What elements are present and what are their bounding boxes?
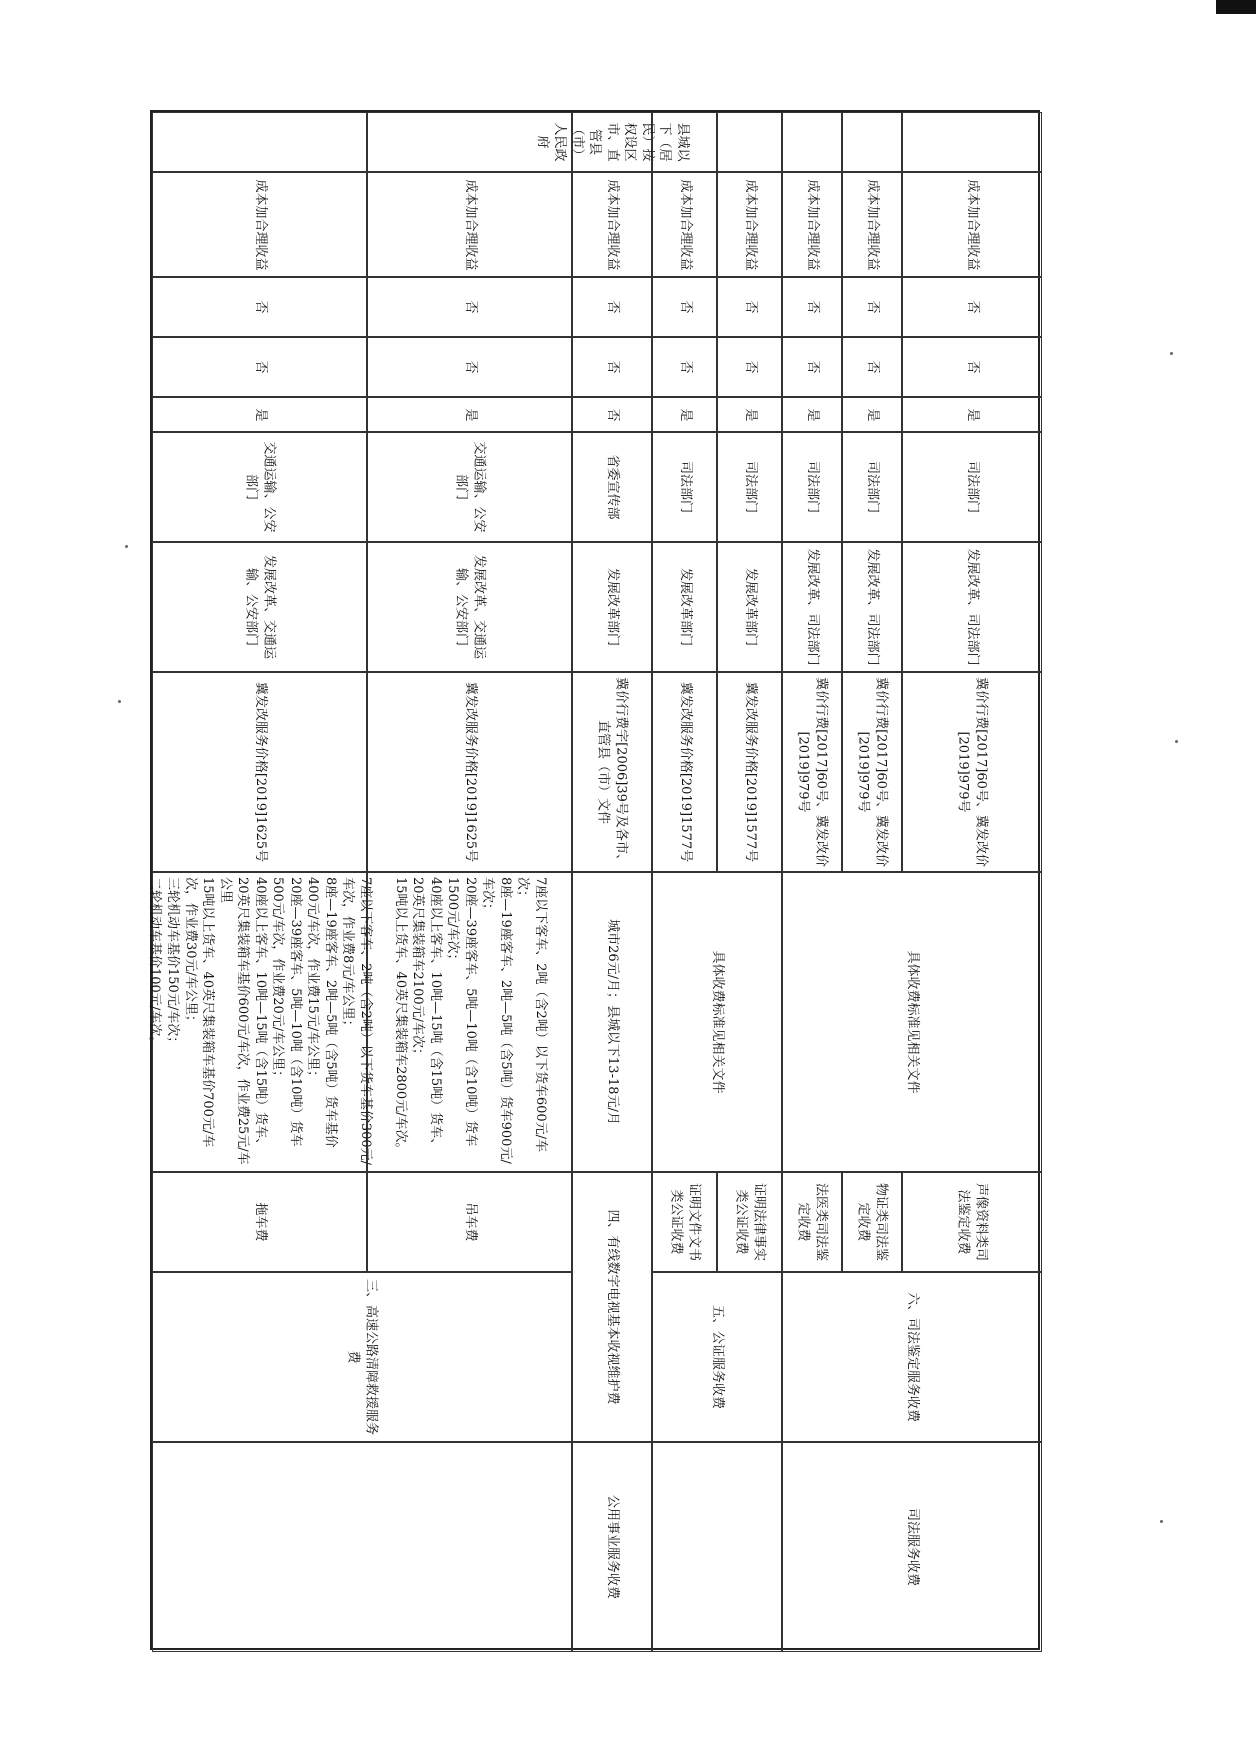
cell-standard	[782, 872, 1042, 1172]
cell-dept2-text: 司法部门	[742, 460, 758, 513]
cell-a-text: 是	[252, 407, 268, 421]
cell-basis	[652, 672, 717, 872]
cell-c-text: 否	[677, 300, 693, 314]
cell-c	[367, 277, 572, 337]
cell-sub	[902, 1172, 1042, 1272]
cell-a	[782, 397, 842, 432]
cell-sub-text: 吊车费	[462, 1202, 478, 1242]
cell-basis	[902, 672, 1042, 872]
cell-item	[572, 1172, 652, 1442]
cell-c	[902, 277, 1042, 337]
cell-sub	[842, 1172, 902, 1272]
cell-principle	[652, 172, 717, 277]
cell-category-text: 公用事业服务收费	[604, 1494, 620, 1599]
cell-category	[652, 1442, 782, 1652]
cell-sub	[652, 1172, 717, 1272]
cell-principle	[152, 172, 367, 277]
cell-c-text: 否	[964, 300, 980, 314]
cell-dept-text: 发展改革部门	[742, 567, 758, 646]
cell-dept-text: 发展改革部门	[677, 567, 693, 646]
cell-note	[652, 112, 717, 172]
cell-note	[782, 112, 842, 172]
cell-note	[717, 112, 782, 172]
cell-a-text: 是	[804, 407, 820, 421]
cell-basis-text: 冀发改服务价格[2019]1577号	[677, 681, 693, 863]
cell-principle	[902, 172, 1042, 277]
cell-b	[782, 337, 842, 397]
cell-dept2	[717, 432, 782, 542]
cell-principle-text: 成本加合理收益	[742, 178, 758, 270]
cell-principle-text: 成本加合理收益	[864, 178, 880, 270]
cell-basis	[572, 672, 652, 872]
cell-principle-text: 成本加合理收益	[604, 178, 620, 270]
scan-speck	[118, 700, 121, 703]
cell-b-text: 否	[677, 360, 693, 374]
scan-edge-mark	[1216, 0, 1256, 14]
cell-dept-text: 发展改革、司法部门	[964, 548, 980, 666]
cell-dept2	[902, 432, 1042, 542]
cell-b	[572, 337, 652, 397]
cell-a-text: 是	[462, 407, 478, 421]
cell-standard-text: 7座以下客车、2吨（含2吨）以下货车基价300元/车次，作业费8元/车公里； 8座—19座客车、2吨—5吨（含5吨）货车基价400元/车次，作业费15元/车公里； 20座—39座客车、5吨—10吨（含10吨）货车500元/车次，作业费20元/车公里； 40座以上客车、10吨—15吨（含15吨）货车、20英尺集装箱车基价600元/车次，作业费25元/车公里 15吨以上货车、40英尺集装箱车基价700元/车次，作业费30元/车公里； 三轮机动车基价150元/车次； 二轮机动车基价100元/车次。	[146, 877, 373, 1166]
cell-principle	[782, 172, 842, 277]
cell-dept-text: 发展改革、司法部门	[864, 548, 880, 666]
cell-dept	[652, 542, 717, 672]
cell-basis-text: 冀价行费字[2006]39号及各市、直管县（市）文件	[596, 677, 629, 867]
cell-dept2	[842, 432, 902, 542]
cell-c-text: 否	[604, 300, 620, 314]
cell-dept2	[367, 432, 572, 542]
cell-a	[902, 397, 1042, 432]
cell-basis-text: 冀发改服务价格[2019]1625号	[462, 681, 478, 863]
cell-basis-text: 冀价行费[2017]60号、冀发改价[2019]979号	[796, 677, 829, 867]
cell-note	[534, 112, 690, 172]
scan-speck	[1170, 352, 1173, 355]
cell-principle-text: 成本加合理收益	[804, 178, 820, 270]
cell-sub-text: 拖车费	[252, 1202, 268, 1242]
cell-b	[717, 337, 782, 397]
cell-basis-text: 冀价行费[2017]60号、冀发改价[2019]979号	[856, 677, 889, 867]
cell-c	[782, 277, 842, 337]
cell-c-text: 否	[462, 300, 478, 314]
cell-c	[152, 277, 367, 337]
cell-basis-text: 冀发改服务价格[2019]1577号	[742, 681, 758, 863]
cell-dept-text: 发展改革部门	[604, 567, 620, 646]
cell-principle-text: 成本加合理收益	[252, 178, 268, 270]
cell-dept-text: 发展改革、交通运输、公安部门	[243, 554, 277, 659]
cell-basis	[367, 672, 572, 872]
cell-dept2-text: 交通运输、公安部门	[243, 441, 277, 533]
cell-item-text: 六、司法鉴定服务收费	[904, 1291, 920, 1422]
cell-sub	[782, 1172, 842, 1272]
cell-basis-text: 冀发改服务价格[2019]1625号	[252, 681, 268, 863]
cell-category	[572, 1442, 652, 1652]
cell-sub-text: 证明法律事实类公证收费	[733, 1182, 767, 1261]
cell-c-text: 否	[804, 300, 820, 314]
cell-b-text: 否	[252, 360, 268, 374]
scan-speck	[125, 545, 128, 548]
cell-dept2-text: 省委宣传部	[604, 454, 620, 520]
cell-note	[152, 112, 367, 172]
cell-standard-text: 具体收费标准见相关文件	[904, 950, 920, 1094]
scan-speck	[1160, 1520, 1163, 1523]
cell-a-text: 是	[864, 407, 880, 421]
cell-b	[842, 337, 902, 397]
cell-dept-text: 发展改革、交通运输、公安部门	[453, 554, 487, 659]
cell-principle-text: 成本加合理收益	[677, 178, 693, 270]
cell-a-text: 是	[677, 407, 693, 421]
cell-category	[152, 1442, 572, 1652]
cell-c	[652, 277, 717, 337]
cell-principle	[717, 172, 782, 277]
cell-b	[902, 337, 1042, 397]
cell-dept-text: 发展改革、司法部门	[804, 548, 820, 666]
cell-note-text: 县城以下（居民）按权设区市、直管县（市）人民政府	[534, 122, 690, 162]
cell-b-text: 否	[804, 360, 820, 374]
cell-note	[902, 112, 1042, 172]
cell-a	[367, 397, 572, 432]
cell-b	[652, 337, 717, 397]
cell-a-text: 否	[604, 407, 620, 421]
cell-sub-text: 声像资料类司法鉴定收费	[956, 1182, 989, 1261]
cell-category	[782, 1442, 1042, 1652]
cell-dept	[782, 542, 842, 672]
cell-a	[152, 397, 367, 432]
cell-dept2-text: 司法部门	[677, 460, 693, 513]
cell-sub	[152, 1172, 367, 1272]
cell-sub	[367, 1172, 572, 1272]
fee-table	[146, 110, 1040, 1650]
cell-item-text: 四、有线数字电视基本收视维护费	[604, 1209, 620, 1405]
cell-b-text: 否	[604, 360, 620, 374]
cell-basis	[152, 672, 367, 872]
cell-sub-text: 法医类司法鉴定收费	[796, 1182, 829, 1261]
cell-a	[717, 397, 782, 432]
cell-b-text: 否	[742, 360, 758, 374]
cell-dept2	[652, 432, 717, 542]
cell-dept2	[572, 432, 652, 542]
cell-principle	[842, 172, 902, 277]
cell-principle	[572, 172, 652, 277]
cell-dept2-text: 司法部门	[964, 460, 980, 513]
cell-c	[717, 277, 782, 337]
cell-dept	[717, 542, 782, 672]
cell-a	[842, 397, 902, 432]
cell-item-text: 三、高速公路清障救援服务费	[346, 1278, 379, 1435]
cell-dept2-text: 司法部门	[804, 460, 820, 513]
cell-basis	[782, 672, 842, 872]
cell-dept	[367, 542, 572, 672]
cell-standard	[652, 872, 782, 1172]
cell-b-text: 否	[864, 360, 880, 374]
cell-item	[652, 1272, 782, 1442]
cell-dept2-text: 交通运输、公安部门	[453, 441, 487, 533]
cell-c	[572, 277, 652, 337]
cell-c-text: 否	[742, 300, 758, 314]
cell-standard	[146, 872, 373, 1172]
cell-b-text: 否	[964, 360, 980, 374]
cell-principle	[367, 172, 572, 277]
cell-dept2	[152, 432, 367, 542]
cell-category-text: 司法服务收费	[904, 1507, 920, 1586]
cell-c-text: 否	[252, 300, 268, 314]
cell-b	[152, 337, 367, 397]
cell-sub	[717, 1172, 782, 1272]
cell-standard	[367, 872, 572, 1172]
cell-dept	[152, 542, 367, 672]
scan-speck	[1175, 740, 1178, 743]
cell-a	[572, 397, 652, 432]
cell-a-text: 是	[964, 407, 980, 421]
cell-standard-text: 具体收费标准见相关文件	[709, 950, 725, 1094]
cell-c-text: 否	[864, 300, 880, 314]
cell-dept2	[782, 432, 842, 542]
cell-b	[367, 337, 572, 397]
cell-a	[652, 397, 717, 432]
cell-principle-text: 成本加合理收益	[964, 178, 980, 270]
cell-sub-text: 物证类司法鉴定收费	[856, 1182, 889, 1261]
cell-item	[152, 1272, 572, 1442]
cell-basis	[717, 672, 782, 872]
cell-dept	[572, 542, 652, 672]
cell-dept	[842, 542, 902, 672]
cell-standard	[572, 872, 652, 1172]
cell-sub-text: 证明文件文书类公证收费	[668, 1182, 702, 1261]
cell-basis-text: 冀价行费[2017]60号、冀发改价[2019]979号	[956, 677, 989, 867]
cell-basis	[842, 672, 902, 872]
cell-principle-text: 成本加合理收益	[462, 178, 478, 270]
cell-c	[842, 277, 902, 337]
cell-item-text: 五、公证服务收费	[709, 1304, 725, 1409]
cell-item	[782, 1272, 1042, 1442]
cell-standard-text: 城市26元/月；县城以下13-18元/月	[604, 919, 620, 1125]
cell-standard-text: 7座以下客车、2吨（含2吨）以下货车600元/车次； 8座—19座客车、2吨—5吨（含5吨）货车900元/车次； 20座—39座客车、5吨—10吨（含10吨）货车1500元/车次； 40座以上客车、10吨—15吨（含15吨）货车、20英尺集装箱车2100元/车次； 15吨以上货车、40英尺集装箱车2800元/车次。	[392, 877, 548, 1164]
cell-dept2-text: 司法部门	[864, 460, 880, 513]
cell-a-text: 是	[742, 407, 758, 421]
cell-dept	[902, 542, 1042, 672]
cell-note	[842, 112, 902, 172]
cell-b-text: 否	[462, 360, 478, 374]
